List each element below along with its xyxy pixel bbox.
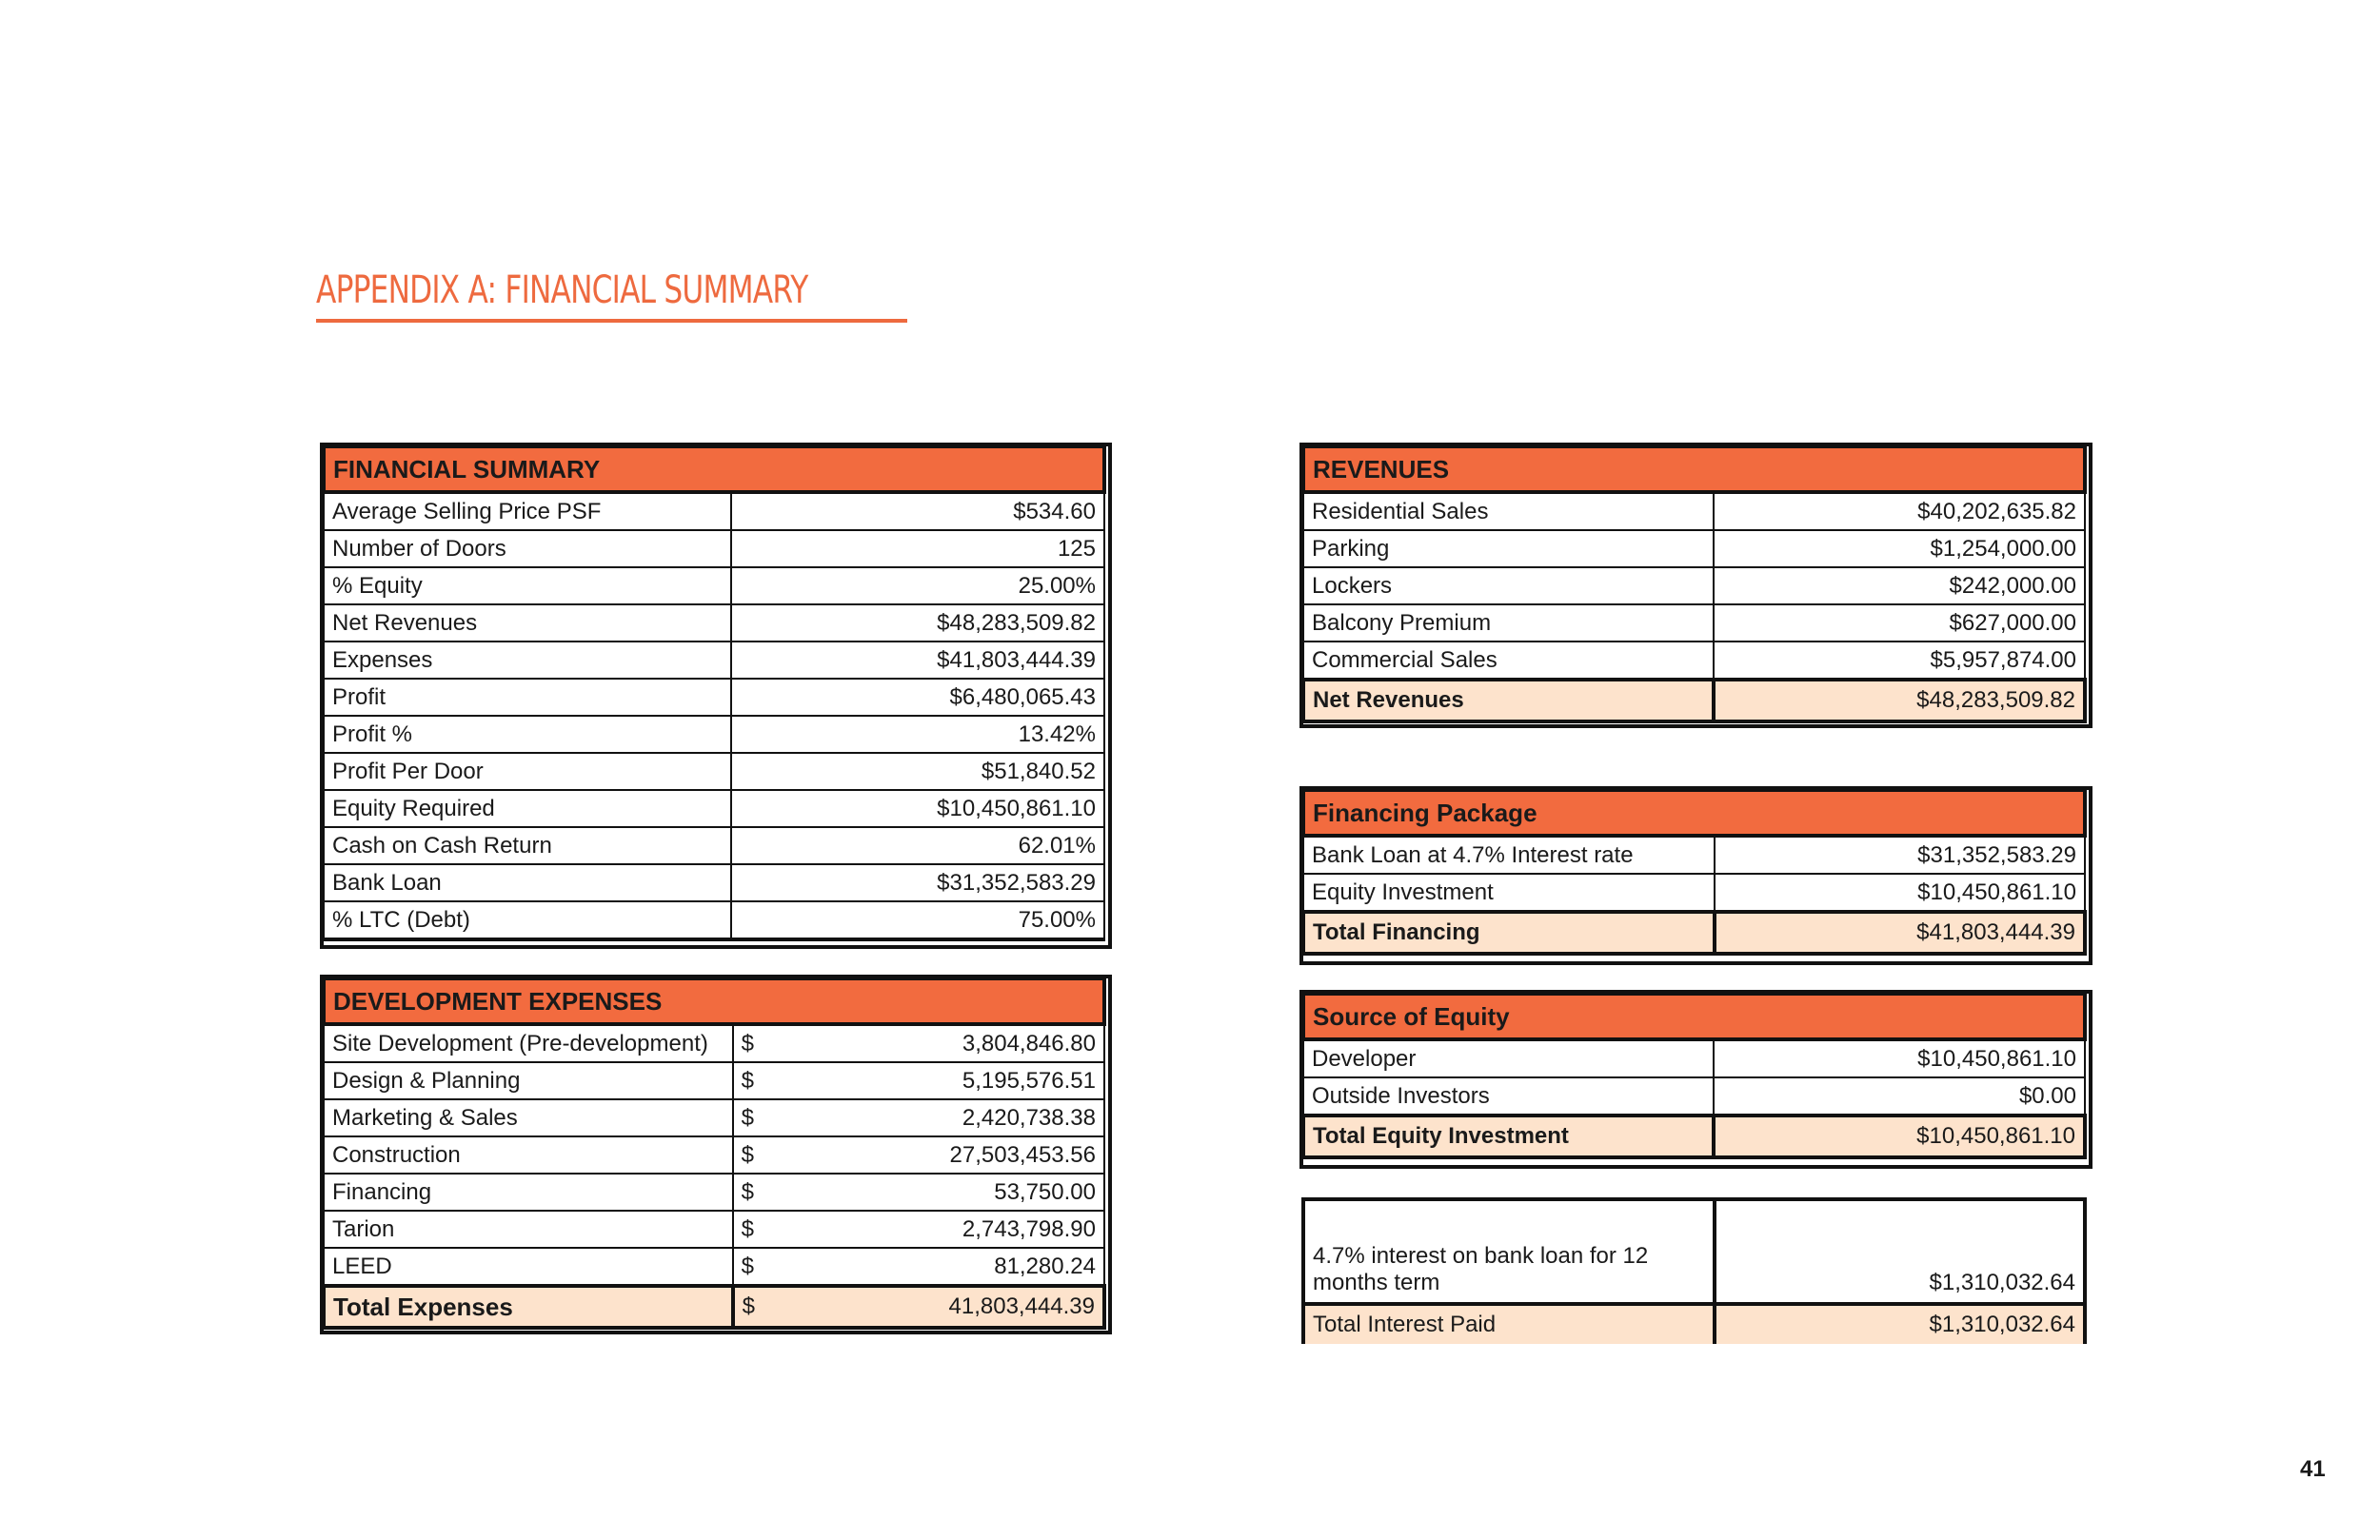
page-number: 41 — [2300, 1456, 2326, 1482]
table-row — [324, 864, 1104, 901]
row-currency: $ — [733, 1174, 771, 1211]
revenues-table — [1301, 444, 2087, 723]
row-label: Cash on Cash Return — [324, 827, 731, 864]
row-currency: $ — [733, 1248, 771, 1286]
row-value: $31,352,583.29 — [1715, 836, 2085, 874]
row-value: $40,202,635.82 — [1714, 492, 2085, 530]
row-label: Profit % — [324, 716, 731, 753]
table-row — [324, 1024, 1104, 1062]
row-label: Profit — [324, 679, 731, 716]
row-label: Parking — [1303, 530, 1714, 567]
table-row — [324, 1099, 1104, 1136]
row-label: Bank Loan at 4.7% Interest rate — [1303, 836, 1715, 874]
total-label: Total Equity Investment — [1303, 1116, 1714, 1157]
heading-underline — [316, 319, 907, 323]
financial-summary-table — [322, 444, 1106, 941]
row-label: Lockers — [1303, 567, 1714, 604]
row-label: Number of Doors — [324, 530, 731, 567]
row-value: $5,957,874.00 — [1714, 642, 2085, 680]
table-row — [324, 790, 1104, 827]
total-value: $48,283,509.82 — [1714, 680, 2085, 721]
row-value: $48,283,509.82 — [731, 604, 1104, 642]
total-value: 41,803,444.39 — [770, 1286, 1104, 1328]
row-label: Residential Sales — [1303, 492, 1714, 530]
total-label: Total Expenses — [324, 1286, 733, 1328]
table-row — [324, 753, 1104, 790]
row-value: 27,503,453.56 — [770, 1136, 1104, 1174]
row-currency: $ — [733, 1062, 771, 1099]
total-currency: $ — [733, 1286, 771, 1328]
row-value: $31,352,583.29 — [731, 864, 1104, 901]
row-label: Profit Per Door — [324, 753, 731, 790]
row-value: 5,195,576.51 — [770, 1062, 1104, 1099]
row-label: Outside Investors — [1303, 1077, 1714, 1116]
total-row — [1303, 912, 2085, 954]
table-row — [324, 901, 1104, 939]
table-row — [1303, 567, 2085, 604]
row-label: Construction — [324, 1136, 733, 1174]
row-currency: $ — [733, 1099, 771, 1136]
row-label: Commercial Sales — [1303, 642, 1714, 680]
table-row — [324, 1174, 1104, 1211]
table-row — [1303, 530, 2085, 567]
total-value: $41,803,444.39 — [1715, 912, 2085, 954]
table-row — [324, 1248, 1104, 1286]
source-of-equity-table — [1301, 992, 2087, 1159]
row-value: $627,000.00 — [1714, 604, 2085, 642]
table-row — [1303, 1077, 2085, 1116]
table-row — [324, 530, 1104, 567]
table-row — [324, 679, 1104, 716]
total-row — [1303, 1116, 2085, 1157]
row-label: Average Selling Price PSF — [324, 492, 731, 530]
row-label: Tarion — [324, 1211, 733, 1248]
interest-label — [1303, 1199, 1715, 1304]
row-label: Bank Loan — [324, 864, 731, 901]
development-expenses-table — [322, 977, 1106, 1330]
row-value: 53,750.00 — [770, 1174, 1104, 1211]
interest-value: $1,310,032.64 — [1715, 1199, 2085, 1304]
table-row — [324, 827, 1104, 864]
interest-table — [1301, 1197, 2087, 1344]
row-value: 125 — [731, 530, 1104, 567]
row-value: 75.00% — [731, 901, 1104, 939]
table-row — [1303, 1039, 2085, 1077]
table-row — [324, 567, 1104, 604]
row-value: 3,804,846.80 — [770, 1024, 1104, 1062]
row-value: $10,450,861.10 — [1714, 1039, 2085, 1077]
table-title: Financing Package — [1303, 790, 2085, 836]
table-row — [324, 642, 1104, 679]
total-row — [1303, 1304, 2085, 1344]
row-value: $6,480,065.43 — [731, 679, 1104, 716]
row-label: Marketing & Sales — [324, 1099, 733, 1136]
row-label: Balcony Premium — [1303, 604, 1714, 642]
row-value: 2,420,738.38 — [770, 1099, 1104, 1136]
table-row — [1303, 492, 2085, 530]
row-label: Net Revenues — [324, 604, 731, 642]
row-label: Equity Required — [324, 790, 731, 827]
table-row — [1303, 642, 2085, 680]
table-row — [1303, 1199, 2085, 1304]
row-label: % LTC (Debt) — [324, 901, 731, 939]
row-label: Developer — [1303, 1039, 1714, 1077]
row-label: Site Development (Pre-development) — [324, 1024, 733, 1062]
row-value: 2,743,798.90 — [770, 1211, 1104, 1248]
row-value: $1,254,000.00 — [1714, 530, 2085, 567]
row-value: $0.00 — [1714, 1077, 2085, 1116]
row-value: $10,450,861.10 — [731, 790, 1104, 827]
total-value: $10,450,861.10 — [1714, 1116, 2085, 1157]
table-row — [324, 604, 1104, 642]
row-value: $41,803,444.39 — [731, 642, 1104, 679]
row-label: % Equity — [324, 567, 731, 604]
row-value: $242,000.00 — [1714, 567, 2085, 604]
total-row — [1303, 680, 2085, 721]
table-row — [324, 716, 1104, 753]
table-title: Source of Equity — [1303, 994, 2085, 1039]
row-label: Financing — [324, 1174, 733, 1211]
table-title: FINANCIAL SUMMARY — [324, 446, 1104, 492]
row-value: $51,840.52 — [731, 753, 1104, 790]
interest-label-line2: months term — [1313, 1270, 1440, 1295]
total-label: Net Revenues — [1303, 680, 1714, 721]
table-row — [1303, 604, 2085, 642]
table-title: REVENUES — [1303, 446, 2085, 492]
table-row — [324, 1136, 1104, 1174]
row-value: 25.00% — [731, 567, 1104, 604]
table-row — [1303, 874, 2085, 912]
row-currency: $ — [733, 1024, 771, 1062]
table-row — [324, 492, 1104, 530]
table-row — [324, 1062, 1104, 1099]
total-value: $1,310,032.64 — [1715, 1304, 2085, 1344]
row-label: Expenses — [324, 642, 731, 679]
row-value: $10,450,861.10 — [1715, 874, 2085, 912]
financing-package-table — [1301, 788, 2087, 956]
row-value: 81,280.24 — [770, 1248, 1104, 1286]
table-row — [1303, 836, 2085, 874]
interest-label-line1: 4.7% interest on bank loan for 12 — [1313, 1243, 1649, 1269]
row-value: 62.01% — [731, 827, 1104, 864]
row-currency: $ — [733, 1136, 771, 1174]
total-row — [324, 1286, 1104, 1328]
row-value: 13.42% — [731, 716, 1104, 753]
row-label: Design & Planning — [324, 1062, 733, 1099]
row-label: LEED — [324, 1248, 733, 1286]
total-label: Total Financing — [1303, 912, 1715, 954]
row-value: $534.60 — [731, 492, 1104, 530]
row-currency: $ — [733, 1211, 771, 1248]
page-heading: APPENDIX A: FINANCIAL SUMMARY — [316, 268, 808, 312]
row-label: Equity Investment — [1303, 874, 1715, 912]
table-row — [324, 1211, 1104, 1248]
total-label: Total Interest Paid — [1303, 1304, 1715, 1344]
table-title: DEVELOPMENT EXPENSES — [324, 978, 1104, 1024]
